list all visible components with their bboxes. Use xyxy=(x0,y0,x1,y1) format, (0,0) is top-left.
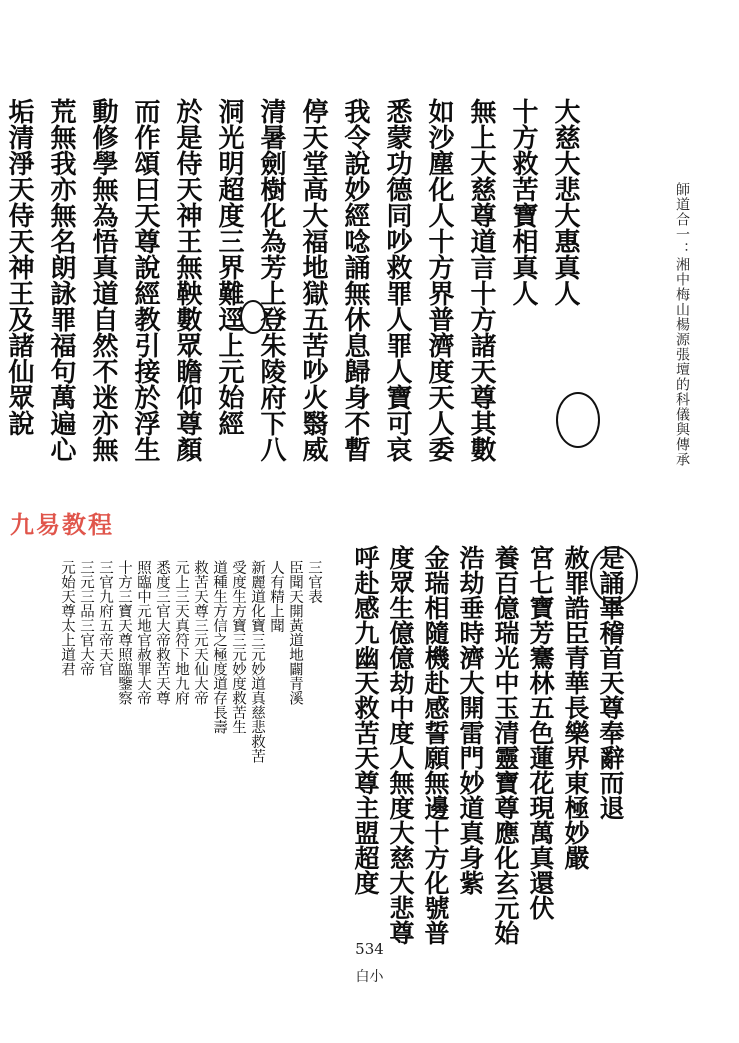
manuscript-column: 悉蒙功德同吵救罪人罪人寶可哀 xyxy=(382,98,412,462)
manuscript-column: 新麗道化寶三元妙道真慈悲救苦 xyxy=(249,560,265,763)
manuscript-column: 道種生方信之極度道存長壽 xyxy=(211,560,227,734)
manuscript-column: 宮七寶芳騫林五色蓮花現萬真還伏 xyxy=(526,545,555,920)
manuscript-column: 洞光明超度三界難逕上元始經 xyxy=(214,98,244,436)
watermark: 九易教程 xyxy=(10,511,114,539)
manuscript-column: 照臨中元地官赦罪大帝 xyxy=(135,560,151,705)
manuscript-column: 是誦畢稽首天尊奉辭而退 xyxy=(596,545,625,820)
manuscript-column: 垢清淨天侍天神王及諸仙眾說 xyxy=(4,98,34,436)
manuscript-column: 人有精上聞 xyxy=(268,560,284,633)
lower-right-manuscript-block xyxy=(342,545,625,945)
manuscript-column: 赦罪誥臣青華長樂界東極妙嚴 xyxy=(561,545,590,870)
manuscript-column: 動修學無為悟真道自然不迷亦無 xyxy=(88,98,118,462)
manuscript-column: 三官表 xyxy=(306,560,322,604)
upper-manuscript-block xyxy=(4,98,580,462)
manuscript-column: 悉度三官大帝救苦天尊 xyxy=(154,560,170,705)
manuscript-column: 金瑞相隨機赴感誓願無邊十方化號普 xyxy=(421,545,450,945)
page-number: 534 xyxy=(355,940,384,958)
manuscript-column: 臣聞天開黃道地闢青溪 xyxy=(287,560,303,705)
manuscript-column: 無上大慈尊道言十方諸天尊其數 xyxy=(466,98,496,462)
handwritten-circle-mark xyxy=(240,300,266,334)
manuscript-column: 荒無我亦無名朗詠罪福句萬遍心 xyxy=(46,98,76,462)
manuscript-column: 浩劫垂時濟大開雷門妙道真身紫 xyxy=(456,545,485,895)
manuscript-column: 如沙塵化人十方界普濟度天人委 xyxy=(424,98,454,462)
handwritten-circle-mark xyxy=(556,392,600,448)
manuscript-column: 停天堂高大福地獄五苦吵火翳威 xyxy=(298,98,328,462)
lower-left-manuscript-block xyxy=(59,560,322,900)
manuscript-column: 度眾生億億劫中度人無度大慈大悲尊 xyxy=(386,545,415,945)
manuscript-column: 清暑劍樹化為芳上登朱陵府下八 xyxy=(256,98,286,462)
manuscript-column: 呼赴感九幽天救苦天尊主盟超度 xyxy=(351,545,380,895)
manuscript-column: 大慈大悲大惠真人 xyxy=(550,98,580,306)
manuscript-column: 養百億瑞光中玉清靈寶尊應化玄元始 xyxy=(491,545,520,945)
manuscript-column: 十方救苦寶相真人 xyxy=(508,98,538,306)
manuscript-column: 十方三寶天尊照臨鑒察 xyxy=(116,560,132,705)
manuscript-column: 受度生方寶三元妙度救苦生 xyxy=(230,560,246,734)
handwritten-circle-mark xyxy=(590,546,638,604)
manuscript-column: 我令說妙經唸誦無休息歸身不暫 xyxy=(340,98,370,462)
manuscript-column: 三元三品三官大帝 xyxy=(78,560,94,676)
manuscript-column: 於是侍天神王無鞅數眾瞻仰尊顏 xyxy=(172,98,202,462)
manuscript-column: 救苦天尊三元天仙大帝 xyxy=(192,560,208,705)
footer-note: 白小 xyxy=(355,969,384,985)
running-header: 師道合一：湘中梅山楊源張壇的科儀與傳承 xyxy=(674,182,690,467)
manuscript-column: 三官九府五帝天官 xyxy=(97,560,113,676)
manuscript-column: 元上三天真符下地九府 xyxy=(173,560,189,705)
manuscript-column: 而作頌曰天尊說經教引接於浮生 xyxy=(130,98,160,462)
manuscript-column: 元始天尊太上道君 xyxy=(59,560,75,676)
